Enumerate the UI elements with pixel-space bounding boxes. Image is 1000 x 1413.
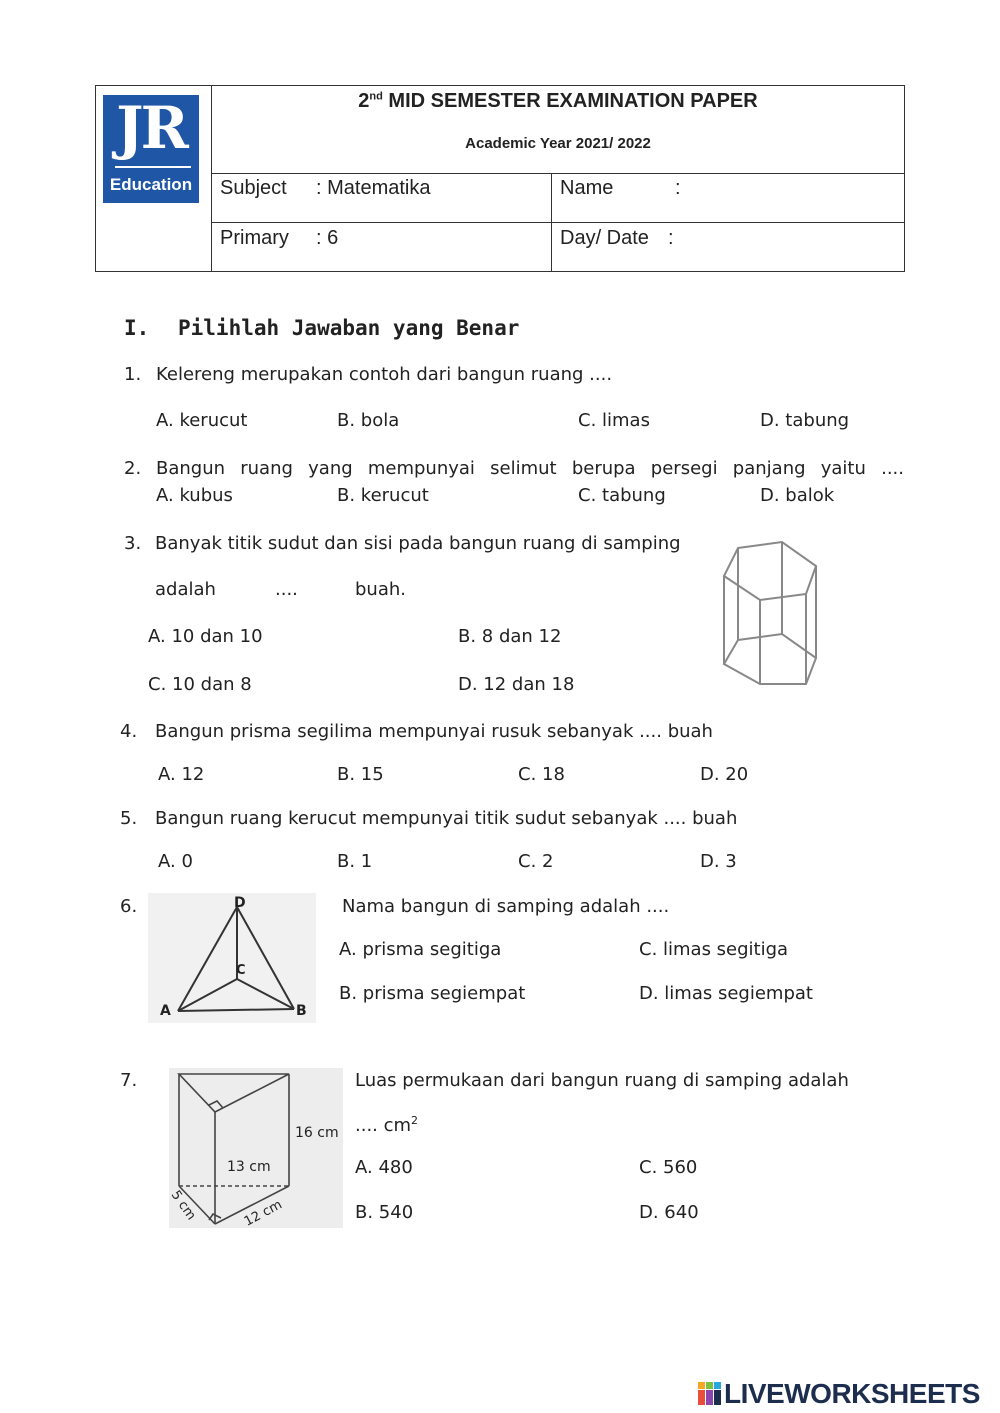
liveworksheets-logo-icon (698, 1382, 722, 1406)
option-b[interactable]: B. 15 (337, 764, 384, 785)
hexagonal-prism-figure (712, 538, 824, 688)
question-text: Banyak titik sudut dan sisi pada bangun ruang di samping (155, 533, 681, 554)
section-title: Pilihlah Jawaban yang Benar (178, 316, 520, 340)
option-b[interactable]: B. bola (337, 410, 400, 431)
option-b[interactable]: B. prisma segiempat (339, 983, 526, 1004)
option-d[interactable]: D. tabung (760, 410, 850, 431)
question-blank: .... (275, 579, 298, 600)
subject-field: Subject : Matematika (220, 177, 431, 199)
option-b[interactable]: B. 8 dan 12 (458, 626, 562, 647)
question-number: 2. (124, 458, 142, 479)
dimension-label-short-leg: 5 cm (167, 1188, 199, 1223)
question-text-cont: buah. (355, 579, 406, 600)
question-text: Bangun prisma segilima mempunyai rusuk sebanyak .... buah (155, 721, 713, 742)
vertex-label-c: C (236, 963, 246, 978)
question-text: Kelereng merupakan contoh dari bangun ruang .... (156, 364, 613, 385)
option-c[interactable]: C. limas segitiga (639, 939, 789, 960)
dimension-label-long-leg: 12 cm (241, 1197, 285, 1230)
option-c[interactable]: C. 18 (518, 764, 565, 785)
primary-field: Primary : 6 (220, 227, 339, 249)
question-text-cont: adalah (155, 579, 216, 600)
option-d[interactable]: D. 20 (700, 764, 749, 785)
question-number: 3. (124, 533, 142, 554)
option-a[interactable]: A. prisma segitiga (339, 939, 502, 960)
question-text: Nama bangun di samping adalah .... (342, 896, 670, 917)
option-b[interactable]: B. 1 (337, 851, 373, 872)
question-text: Luas permukaan dari bangun ruang di samping adalah (355, 1070, 849, 1091)
option-d[interactable]: D. limas segiempat (639, 983, 813, 1004)
triangular-pyramid-figure (148, 893, 316, 1023)
option-d[interactable]: D. balok (760, 485, 835, 506)
dimension-label-hypotenuse: 13 cm (227, 1159, 271, 1175)
option-a[interactable]: A. 0 (158, 851, 193, 872)
option-b[interactable]: B. kerucut (337, 485, 429, 506)
question-number: 1. (124, 364, 142, 385)
logo-education-text: Education (109, 175, 193, 194)
logo-cell (96, 86, 212, 271)
option-a[interactable]: A. kerucut (156, 410, 248, 431)
date-field[interactable]: Day/ Date : (560, 227, 674, 249)
option-c[interactable]: C. 560 (639, 1157, 698, 1178)
option-d[interactable]: D. 3 (700, 851, 737, 872)
exam-title: 2nd MID SEMESTER EXAMINATION PAPER (358, 90, 758, 112)
logo-jr-text: JR (116, 94, 186, 162)
liveworksheets-brand: LIVEWORKSHEETS (724, 1378, 980, 1409)
dimension-label-height: 16 cm (295, 1125, 339, 1141)
option-a[interactable]: A. 12 (158, 764, 205, 785)
section-number: I. (124, 316, 150, 340)
option-a[interactable]: A. 10 dan 10 (148, 626, 263, 647)
name-field[interactable]: Name : (560, 177, 681, 199)
vertex-label-a: A (160, 1003, 171, 1019)
question-text: Bangun ruang yang mempunyai selimut berupa persegi panjang yaitu .... (156, 458, 904, 479)
question-text-cont: .... $cm^2$ (355, 1114, 419, 1136)
option-c[interactable]: C. tabung (578, 485, 666, 506)
option-d[interactable]: D. 12 dan 18 (458, 674, 575, 695)
option-c[interactable]: C. 10 dan 8 (148, 674, 252, 695)
vertex-label-b: B (296, 1003, 307, 1019)
question-text: Bangun ruang kerucut mempunyai titik sudut sebanyak .... buah (155, 808, 738, 829)
option-a[interactable]: A. 480 (355, 1157, 413, 1178)
question-number: 4. (120, 721, 138, 742)
option-d[interactable]: D. 640 (639, 1202, 699, 1223)
question-number: 7. (120, 1070, 138, 1091)
option-b[interactable]: B. 540 (355, 1202, 414, 1223)
question-number: 6. (120, 896, 138, 917)
question-number: 5. (120, 808, 138, 829)
exam-header (95, 85, 905, 272)
triangular-prism-figure (169, 1068, 343, 1228)
jr-education-logo (103, 95, 199, 203)
academic-year: Academic Year 2021/ 2022 (465, 135, 651, 152)
option-a[interactable]: A. kubus (156, 485, 233, 506)
option-c[interactable]: C. limas (578, 410, 650, 431)
vertex-label-d: D (234, 895, 246, 911)
option-c[interactable]: C. 2 (518, 851, 554, 872)
